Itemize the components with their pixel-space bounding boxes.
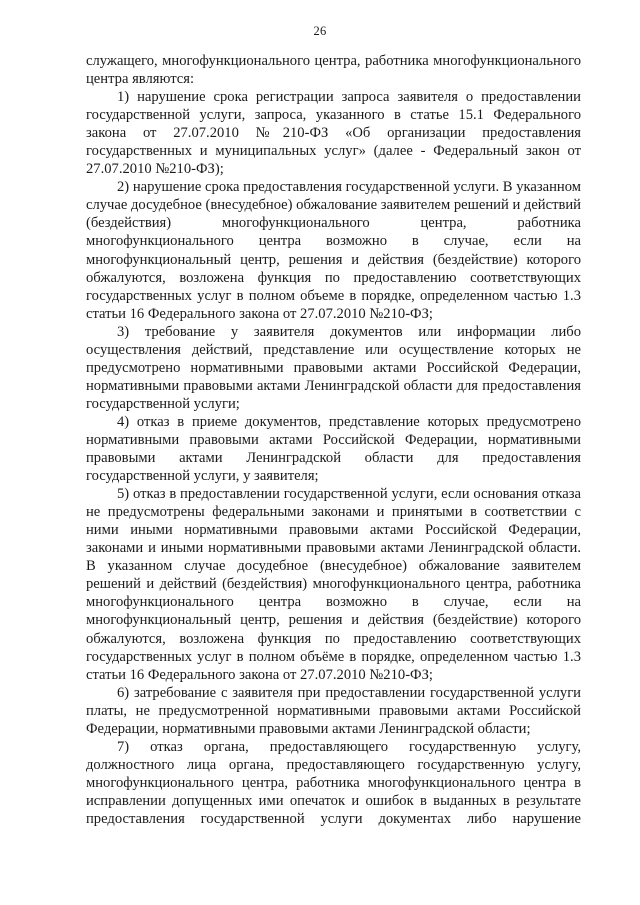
paragraph-item-6: 6) затребование с заявителя при предоставлении государственной услуги платы, не предусмотренной нормативными правовыми актами Российской Федерации, нормативными правовыми актами Ленинградской области; (86, 684, 581, 737)
document-body (86, 52, 581, 828)
paragraph-item-7: 7) отказ органа, предоставляющего государственную услугу, должностного лица органа, предоставляющего государственную услугу, многофункционального центра, работника многофункционального центра в исправлении допущенных ими опечаток и ошибок в выданных в результате предоставления государственной услуги документах либо нарушение (86, 738, 581, 827)
page-number: 26 (313, 24, 327, 38)
paragraph-item-4: 4) отказ в приеме документов, представление которых предусмотрено нормативными правовыми актами Российской Федерации, нормативными правовыми актами Ленинградской области для предоставления государственной услуги, у заявителя; (86, 413, 581, 485)
paragraph-item-3: 3) требование у заявителя документов или информации либо осуществления действий, представление или осуществление которых не предусмотрено нормативными правовыми актами Российской Федерации, нормативными правовыми актами Ленинградской области для предоставления государственной услуги; (86, 323, 581, 412)
paragraph-continuation: служащего, многофункционального центра, работника многофункционального центра являются: (86, 53, 581, 88)
paragraph-item-5: 5) отказ в предоставлении государственной услуги, если основания отказа не предусмотрены федеральными законами и принятыми в соответствии с ними иными нормативными правовыми актами Российской Федерации, законами и иными нормативными правовыми актами Ленинградской области. В указанном случае досудебное (внесудебное) обжалование заявителем решений и действий (бездействия) многофункционального центра, работника многофункционального центра возможно в случае, если на многофункциональный центр, решения и действия (бездействие) которого обжалуются, возложена функция по предоставлению соответствующих государственных услуг в полном объёме в порядке, определенном частью 1.3 статьи 16 Федерального закона от 27.07.2010 №210-ФЗ; (86, 486, 581, 683)
paragraph-item-1: 1) нарушение срока регистрации запроса заявителя о предоставлении государственной услуги, запроса, указанного в статье 15.1 Федерального закона от 27.07.2010 №210-ФЗ «Об организации предоставления государственных и муниципальных услуг» (далее - Федеральный закон от 27.07.2010 №210-ФЗ); (86, 89, 581, 178)
paragraph-item-2: 2) нарушение срока предоставления государственной услуги. В указанном случае досудебное (внесудебное) обжалование заявителем решений и действий (бездействия) многофункционального центра, работника многофункционального центра возможно в случае, если на многофункциональный центр, решения и действия (бездействие) которого обжалуются, возложена функция по предоставлению соответствующих государственных услуг в полном объеме в порядке, определенном частью 1.3 статьи 16 Федерального закона от 27.07.2010 №210-ФЗ; (86, 179, 581, 322)
